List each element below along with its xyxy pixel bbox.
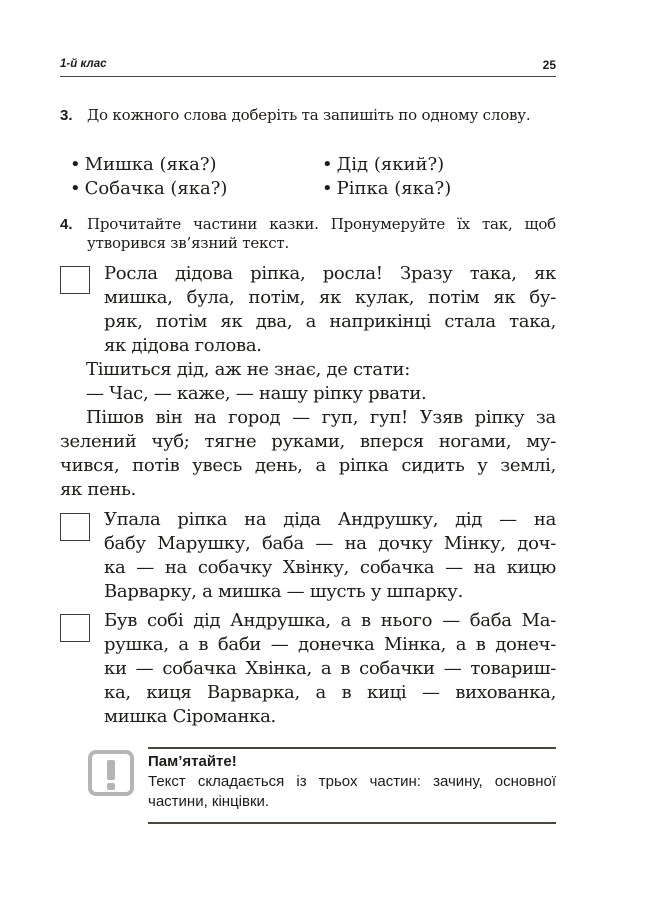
- task-3-instruction: До кожного слова доберіть та запишіть по одному слову.: [87, 106, 531, 124]
- word-text: Собачка (яка?): [84, 178, 228, 199]
- page-header: [60, 58, 556, 77]
- word-item: [70, 153, 217, 177]
- text-line: Варварку, а мишка — шусть у шпарку.: [104, 581, 464, 602]
- word-text: Дід (який?): [336, 154, 445, 175]
- task-3: [60, 106, 556, 125]
- text-line: як пень.: [60, 479, 137, 500]
- text-line: мишка, була, потім, як кулак, потім як бу-: [104, 287, 556, 308]
- story-part-1: [104, 262, 556, 358]
- text-line: рушка, а в баби — донечка Мінка, а в донеч-: [104, 634, 556, 655]
- text-line: Упала ріпка на діда Андрушку, дід — на: [104, 509, 556, 530]
- number-input-box[interactable]: [60, 513, 90, 541]
- text-line: як дідова голова.: [104, 335, 262, 356]
- text-line: ряк, потім як два, а наприкінці стала така,: [104, 311, 556, 332]
- text-line: — Час, — каже, — нашу ріпку рвати.: [86, 383, 427, 404]
- number-input-box[interactable]: [60, 266, 90, 294]
- word-text: Ріпка (яка?): [336, 178, 452, 199]
- text-line: ка, киця Варварка, а в киці — вихованка,: [104, 682, 556, 703]
- word-text: Мишка (яка?): [84, 154, 217, 175]
- bullet: •: [322, 154, 333, 175]
- word-item: [70, 177, 227, 201]
- task-4-instruction: Прочитайте частини казки. Пронумеруйте їх так, щоб утворився зв’язний текст.: [87, 215, 556, 252]
- text-line: Пішов він на город — гуп, гуп! Узяв ріпку за: [86, 407, 556, 428]
- word-item: [322, 177, 451, 201]
- bullet: •: [70, 178, 81, 199]
- bullet: •: [70, 154, 81, 175]
- text-line: Тішиться дід, аж не знає, де стати:: [86, 359, 410, 380]
- divider: [148, 747, 556, 749]
- task-4: [60, 215, 556, 253]
- exclamation-icon: [88, 750, 134, 796]
- story-part-2: [104, 508, 556, 604]
- bullet: •: [322, 178, 333, 199]
- word-item: [322, 153, 444, 177]
- task-4-number: 4.: [60, 216, 73, 233]
- divider: [148, 822, 556, 824]
- remember-note: [88, 747, 556, 825]
- page-number: 25: [542, 58, 556, 72]
- number-input-box[interactable]: [60, 614, 90, 642]
- text-line: ка — на собачку Хвінку, собачка — на кицю: [104, 557, 556, 578]
- story-part-3: [104, 609, 556, 729]
- story-part-1-continuation: [60, 358, 556, 502]
- text-line: зелений чуб; тягне руками, вперся ногами, му-: [60, 431, 556, 452]
- text-line: мишка Сіроманка.: [104, 706, 276, 727]
- text-line: чився, потів увесь день, а ріпка сидить у землі,: [60, 455, 556, 476]
- text-line: Був собі дід Андрушка, а в нього — баба Ма-: [104, 610, 556, 631]
- task-3-number: 3.: [60, 107, 73, 124]
- note-title: Пам’ятайте!: [148, 753, 237, 770]
- text-line: бабу Марушку, баба — на дочку Мінку, доч-: [104, 533, 556, 554]
- text-line: ки — собачка Хвінка, а в собачки — товариш-: [104, 658, 556, 679]
- note-text: Текст складається із трьох частин: зачину, основної частини, кінцівки.: [148, 773, 556, 810]
- class-label: 1-й клас: [60, 58, 107, 70]
- text-line: Росла дідова ріпка, росла! Зразу така, як: [104, 263, 556, 284]
